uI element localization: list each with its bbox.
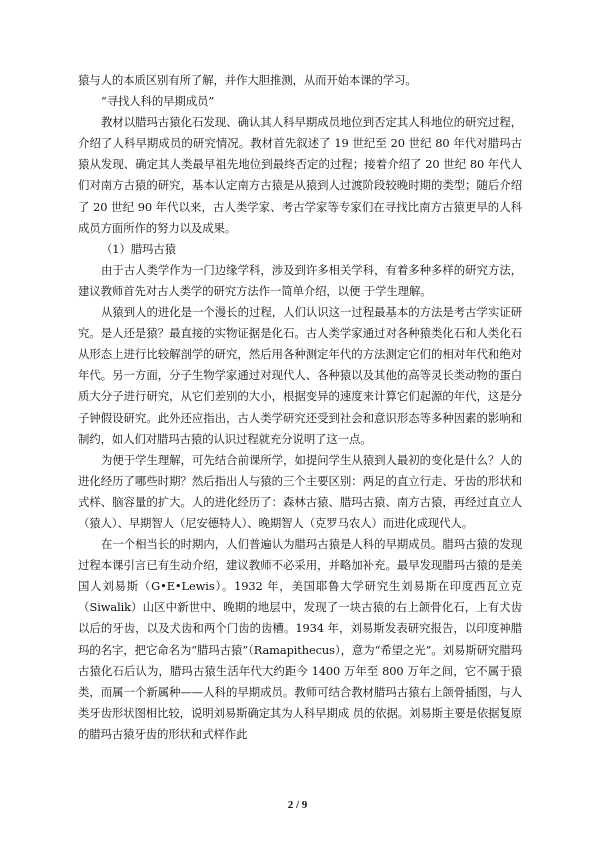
paragraph-evolution-evidence: 从猿到人的进化是一个漫长的过程，人们认识这一过程最基本的方法是考古学实证研究。是人还是猿？最直接的实物证据是化石。古人类学家通过对各种猿类化石和人类化石从形态上进行比较解剖学的研究，然后用各种测定年代的方法测定它们的相对年代和绝对年代。另一方面，分子生物学家通过对现代人、各种猿以及其他的高等灵长类动物的蛋白质大分子进行研究，从它们差别的大小，根据变异的速度来计算它们起源的年代，这是分子钟假设研究。此外还应指出，古人类学研究还受到社会和意识形态等多种因素的影响和制约，如人们对腊玛古猿的认识过程就充分说明了这一点。 — [78, 305, 522, 446]
section-heading-early-members: “寻找人科的早期成员” — [101, 94, 215, 109]
paragraph-ramapithecus-discovery: 在一个相当长的时期内，人们普遍认为腊玛古猿是人科的早期成员。腊玛古猿的发现过程本课引言已有生动介绍，建议教师不必采用，并略加补充。最早发现腊玛古猿的是美国人刘易斯（G•E•Lewis）。1932 年，美国耶鲁大学研究生刘易斯在印度西瓦立克（Siwalik）山区中新世中、晚期的地层中，发现了一块古猿的右上颌骨化石，上有犬齿以后的牙齿，以及犬齿和两个门齿的齿槽。1934 年，刘易斯发表研究报告，以印度神腊玛的名字，把它命名为“腊玛古猿”（Ramapithecus），意为“希望之光”。刘易斯研究腊玛古猿化石后认为，腊玛古猿生活年代大约距今 1400 万年至 800 万年之间，它不属于猿类，而属一个新属种——人科的早期成员。教师可结合教材腊玛古猿右上颌骨插图，与人类牙齿形状图相比较，说明刘易斯确定其为人科早期成 员的依据。刘易斯主要是依据复原的腊玛古猿牙齿的形状和式样作此 — [78, 537, 522, 741]
subsection-heading-ramapithecus: （1）腊玛古猿 — [101, 241, 176, 256]
paragraph-intro-continuation: 猿与人的本质区别有所了解，并作大胆推测，从而开始本课的学习。 — [78, 73, 417, 87]
page-number: 2 / 9 — [287, 799, 308, 811]
document-body — [78, 70, 522, 745]
paragraph-teaching-suggestion: 为便于学生理解，可先结合前课所学，如提问学生从猿到人最初的变化是什么？人的进化经历了哪些时期？然后指出人与猿的三个主要区别：两足的直立行走、牙齿的形状和式样、脑容量的扩大。人的进化经历了：森林古猿、腊玛古猿、南方古猿，再经过直立人（猿人）、早期智人（尼安德特人）、晚期智人（克罗马农人）而进化成现代人。 — [78, 452, 522, 530]
paragraph-research-methods: 由于古人类学作为一门边缘学科，涉及到许多相关学科，有着多种多样的研究方法，建议教师首先对古人类学的研究方法作一简单介绍，以便 于学生理解。 — [78, 262, 522, 298]
paragraph-textbook-overview: 教材以腊玛古猿化石发现、确认其人科早期成员地位到否定其人科地位的研究过程，介绍了人科早期成员的研究情况。教材首先叙述了 19 世纪至 20 世纪 80 年代对腊玛古猿从发现、确定其人类最早祖先地位到最终否定的过程；接着介绍了 20 世纪 80 年代人们对南方古猿的研究，基本认定南方古猿是从猿到人过渡阶段较晚时期的类型；随后介绍了 20 世纪 90 年代以来，古人类学家、考古学家等专家们在寻找比南方古猿更早的人科成员方面所作的努力以及成果。 — [78, 115, 522, 235]
